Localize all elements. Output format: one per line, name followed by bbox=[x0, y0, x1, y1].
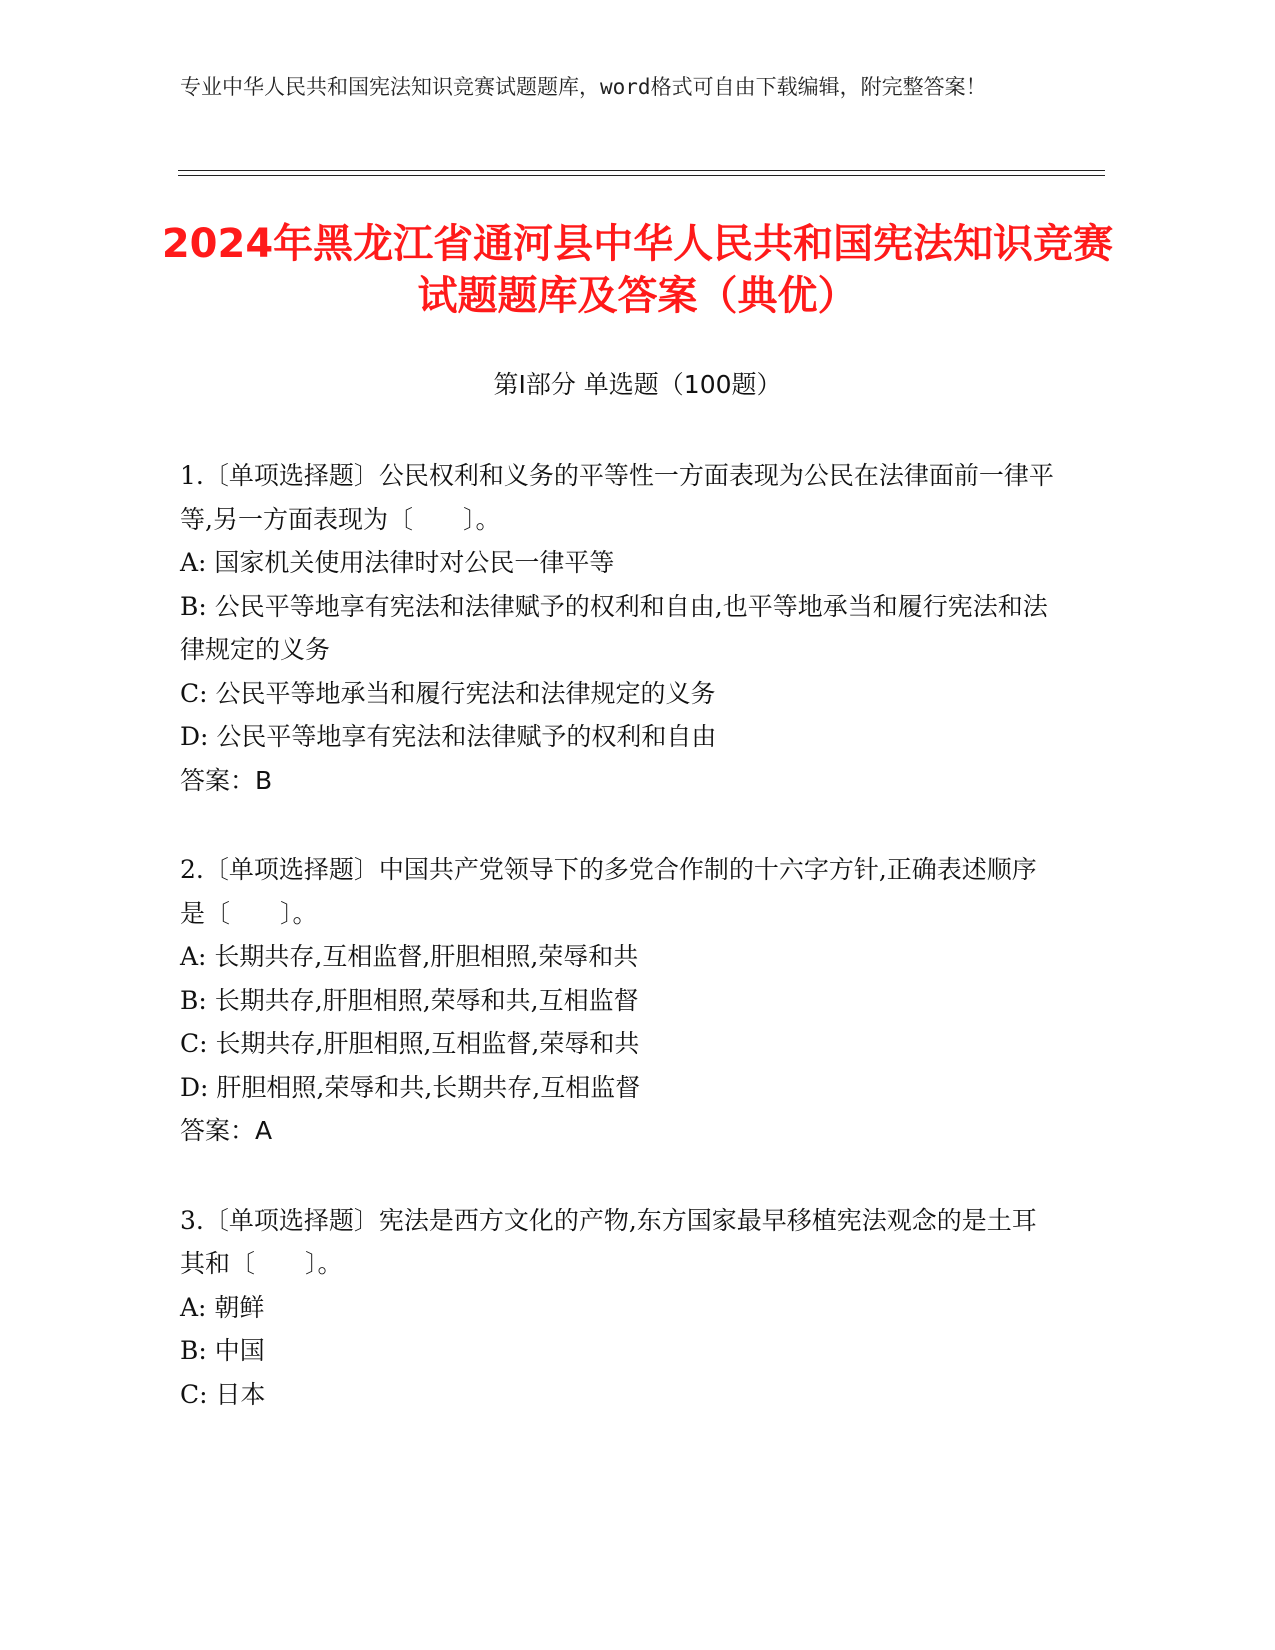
option-c: C: 日本 bbox=[180, 1379, 266, 1409]
answer: 答案：A bbox=[180, 1116, 273, 1145]
header-note: 专业中华人民共和国宪法知识竞赛试题题库，word格式可自由下载编辑，附完整答案！ bbox=[180, 75, 987, 99]
question-stem: 2.〔单项选择题〕中国共产党领导下的多党合作制的十六字方针,正确表述顺序是〔 〕。 bbox=[180, 855, 1037, 928]
header-divider-bottom bbox=[178, 175, 1105, 176]
option-c: C: 长期共存,肝胆相照,互相监督,荣辱和共 bbox=[180, 1029, 640, 1058]
document-title: 2024年黑龙江省通河县中华人民共和国宪法知识竞赛试题题库及答案（典优） bbox=[161, 221, 1114, 319]
question-stem: 1.〔单项选择题〕公民权利和义务的平等性一方面表现为公民在法律面前一律平等,另一方面表现为〔 〕。 bbox=[180, 461, 1054, 534]
option-d: D: 公民平等地享有宪法和法律赋予的权利和自由 bbox=[180, 722, 717, 751]
option-a: A: 朝鲜 bbox=[180, 1292, 265, 1322]
question-1 bbox=[180, 454, 1060, 802]
section-title: 第Ⅰ部分 单选题（100题） bbox=[493, 370, 782, 399]
option-d: D: 肝胆相照,荣辱和共,长期共存,互相监督 bbox=[180, 1072, 641, 1102]
question-list bbox=[180, 454, 1060, 1416]
option-c: C: 公民平等地承当和履行宪法和法律规定的义务 bbox=[180, 678, 716, 708]
option-b: B: 长期共存,肝胆相照,荣辱和共,互相监督 bbox=[180, 985, 639, 1015]
option-b: B: 中国 bbox=[180, 1336, 265, 1365]
question-2 bbox=[180, 848, 1060, 1153]
option-a: A: 国家机关使用法律时对公民一律平等 bbox=[180, 548, 615, 577]
question-3 bbox=[180, 1199, 1060, 1417]
header-divider-top bbox=[178, 170, 1105, 171]
answer: 答案：B bbox=[180, 765, 273, 795]
option-b: B: 公民平等地享有宪法和法律赋予的权利和自由,也平等地承当和履行宪法和法律规定的义务 bbox=[180, 591, 1048, 664]
option-a: A: 长期共存,互相监督,肝胆相照,荣辱和共 bbox=[180, 942, 639, 971]
question-stem: 3.〔单项选择题〕宪法是西方文化的产物,东方国家最早移植宪法观念的是土耳其和〔 〕。 bbox=[180, 1205, 1037, 1278]
